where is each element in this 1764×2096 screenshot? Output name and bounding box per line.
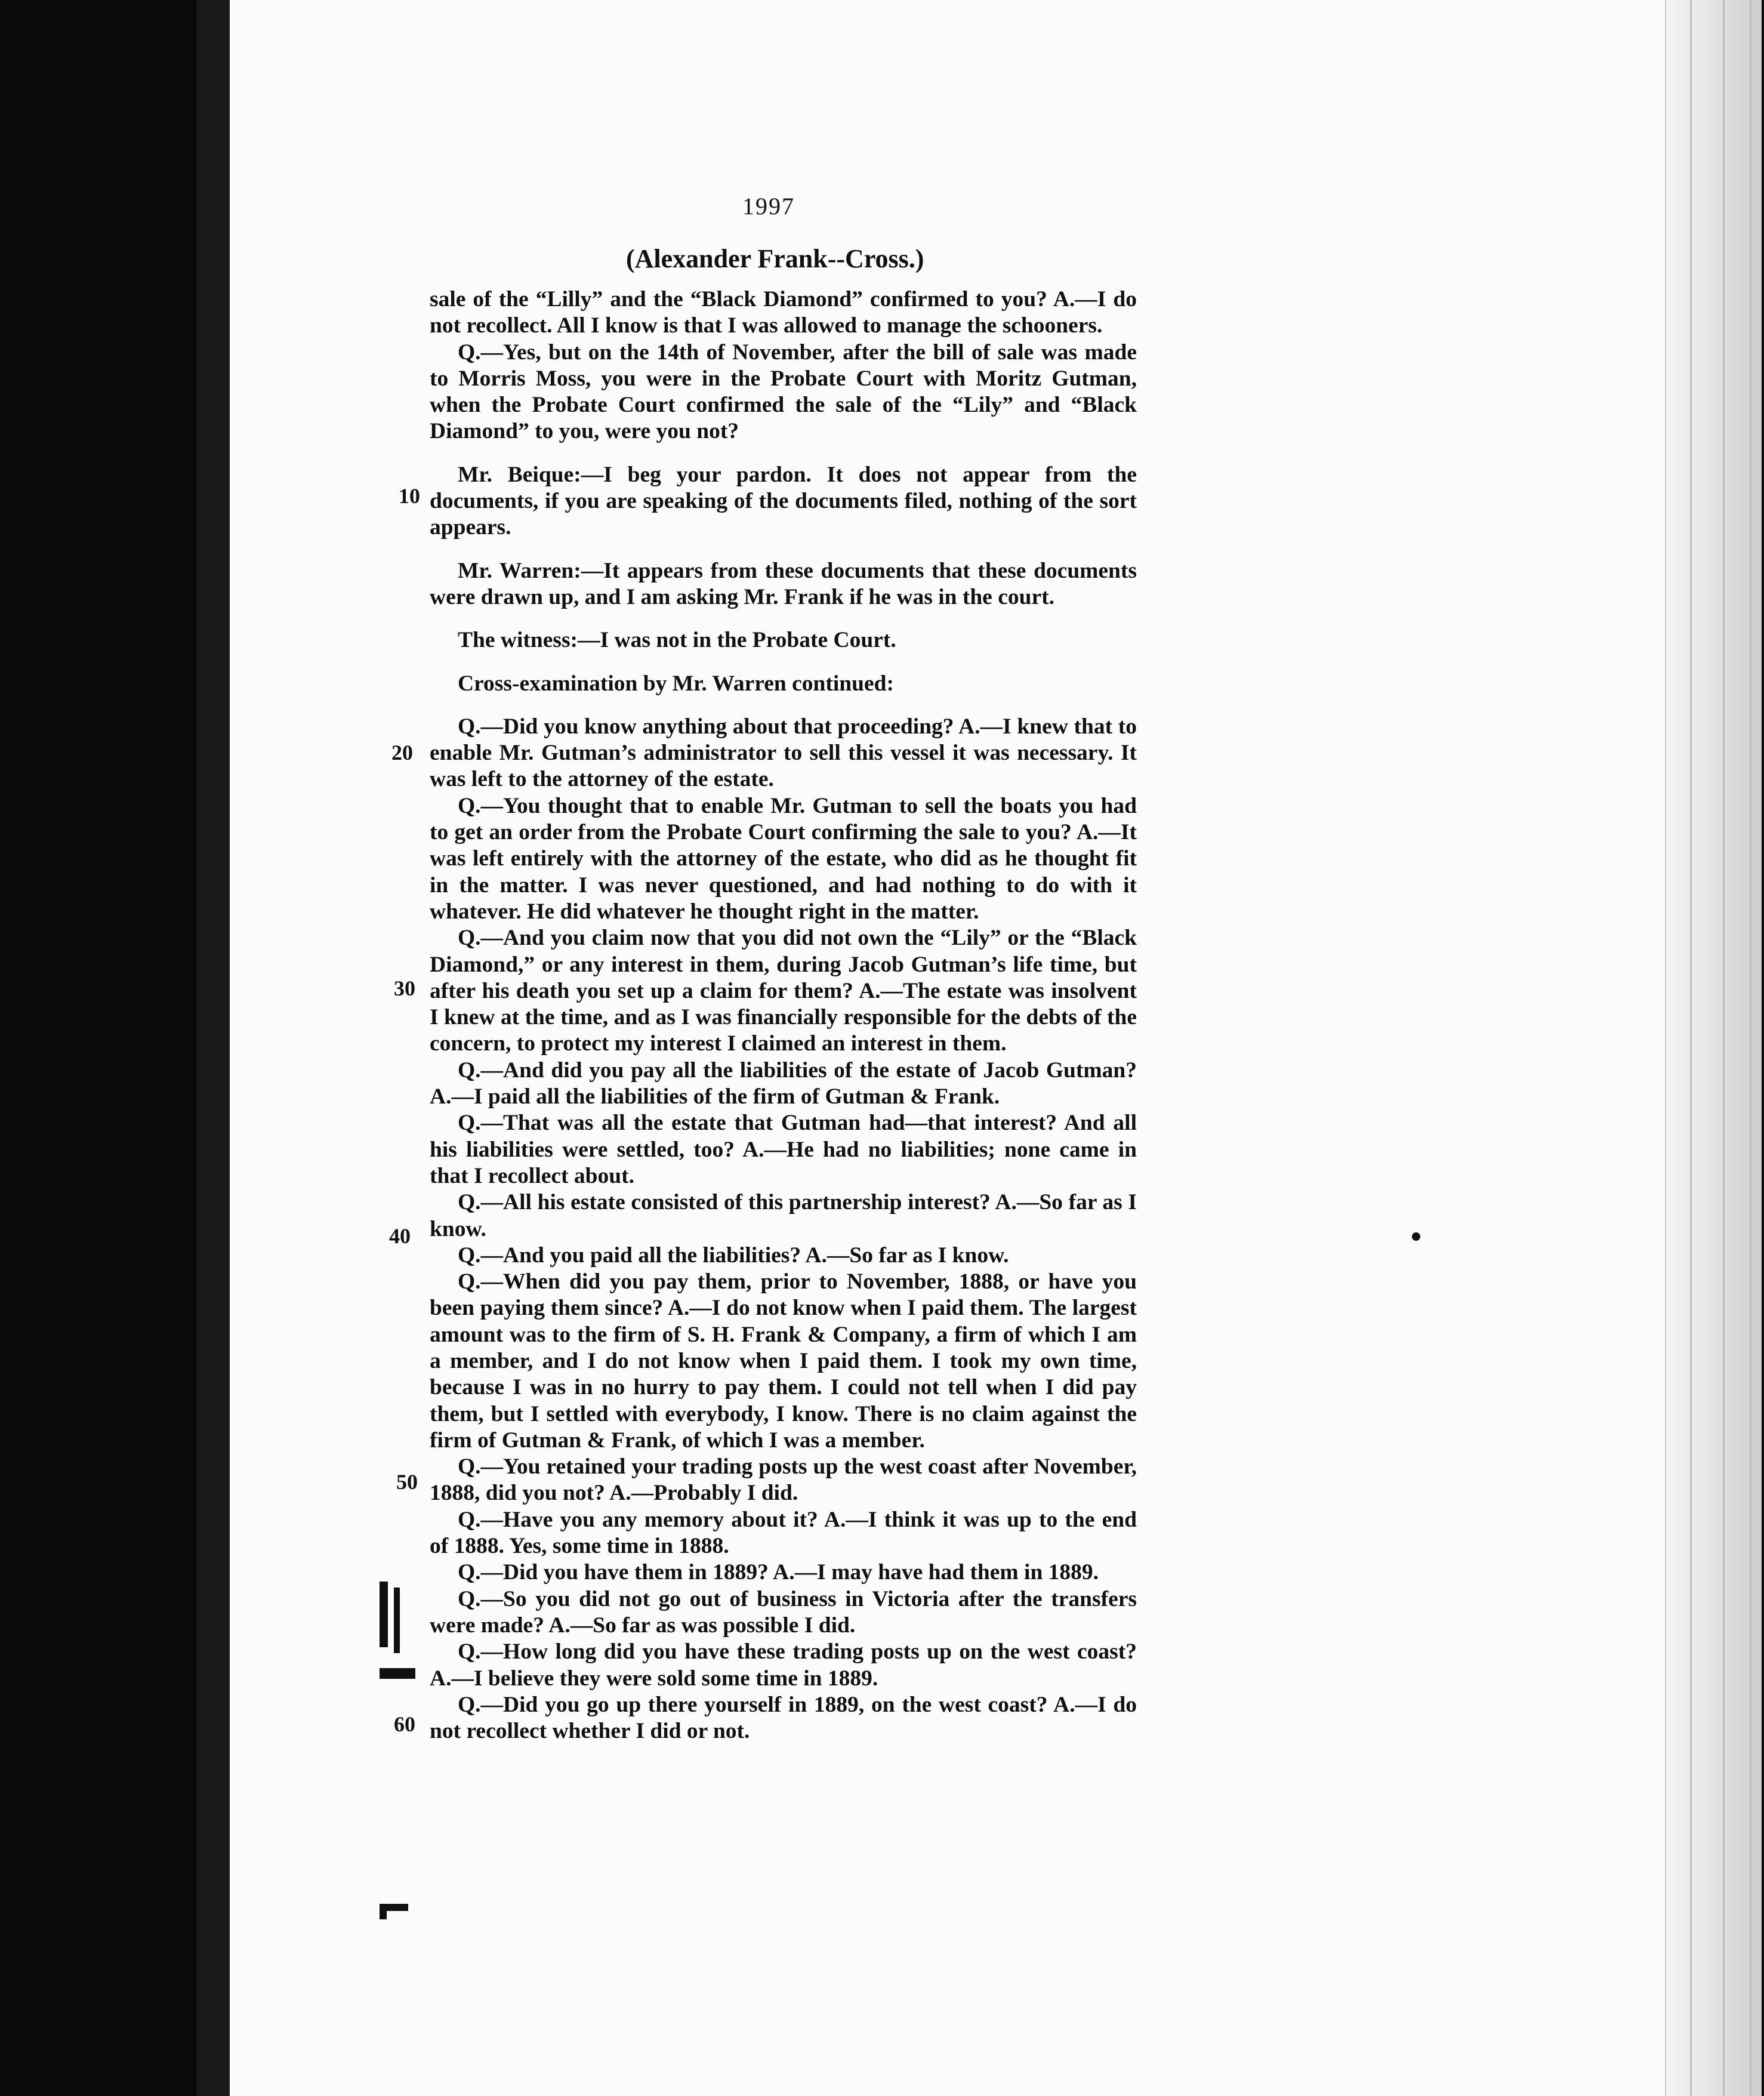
line-number-20: 20 [391,741,413,765]
paragraph: sale of the “Lilly” and the “Black Diamond” confirmed to you? A.—I do not recollect. All I know is that I was allowed to manage the schooners. [430,287,1137,338]
paragraph: Q.—Did you have them in 1889? A.—I may have had them in 1889. [458,1560,1099,1585]
margin-mark [380,1582,388,1647]
paragraph: Q.—You retained your trading posts up the west coast after November, 1888, did you not? A.—Probably I did. [430,1454,1137,1506]
paragraph: Q.—And did you pay all the liabilities of the estate of Jacob Gutman? A.—I paid all the liabilities of the firm of Gutman & Frank. [430,1058,1137,1109]
paragraph: Q.—Did you know anything about that proceeding? A.—I knew that to enable Mr. Gutman’s administrator to sell this vessel it was necessary. It was left to the attorney of the estate. [430,714,1137,792]
paragraph: Q.—All his estate consisted of this partnership interest? A.—So far as I know. [430,1190,1137,1241]
paragraph: Q.—When did you pay them, prior to November, 1888, or have you been paying them since? A.—I do not know when I paid them. The largest amount was to the firm of S. H. Frank & Company, a firm of which I am a member, and I do not know when I paid them. I took my own time, because I was in no hurry to pay them. I could not tell when I did pay them, but I settled with everybody, I know. There is no claim against the firm of Gutman & Frank, of which I was a member. [430,1269,1137,1453]
page-number: 1997 [742,193,795,220]
paragraph: Q.—And you paid all the liabilities? A.—So far as I know. [458,1243,1009,1268]
line-number-40: 40 [389,1224,411,1248]
margin-mark [380,1668,415,1679]
line-number-60: 60 [394,1712,415,1736]
paragraph: Q.—How long did you have these trading posts up on the west coast? A.—I believe they were sold some time in 1889. [430,1639,1137,1691]
paragraph: Q.—Yes, but on the 14th of November, after the bill of sale was made to Morris Moss, you were in the Probate Court with Moritz Gutman, when the Probate Court confirmed the sale of the “Lily” and “Black Diamond” to you, were you not? [430,340,1137,444]
paragraph: Cross-examination by Mr. Warren continued: [458,671,894,696]
paragraph: Q.—And you claim now that you did not own the “Lily” or the “Black Diamond,” or any interest in them, during Jacob Gutman’s life time, but after his death you set up a claim for them? A.—The estate was insolvent I knew at the time, and as I was financially responsible for the debts of the concern, to protect my interest I claimed an interest in them. [430,926,1137,1056]
paragraph: Q.—So you did not go out of business in Victoria after the transfers were made? A.—So far as was possible I did. [430,1586,1137,1638]
line-number-10: 10 [399,484,420,508]
line-number-50: 50 [396,1470,418,1494]
line-number-30: 30 [394,976,415,1000]
margin-mark [394,1588,400,1653]
paragraph: Q.—You thought that to enable Mr. Gutman to sell the boats you had to get an order from the Probate Court confirming the sale to you? A.—It was left entirely with the attorney of the estate, who did as he thought fit in the matter. I was never questioned, and had nothing to do with it whatever. He did whatever he thought right in the matter. [430,793,1137,924]
stray-dot [1412,1232,1420,1241]
paragraph: The witness:—I was not in the Probate Court. [458,628,896,653]
book-gutter [197,0,230,2096]
paragraph: Mr. Beique:—I beg your pardon. It does not appear from the documents, if you are speaking of the documents filed, nothing of the sort appears. [430,462,1137,540]
page-stack-edge [1665,0,1762,2096]
running-head: (Alexander Frank--Cross.) [626,244,924,273]
paragraph: Q.—That was all the estate that Gutman had—that interest? And all his liabilities were settled, too? A.—He had no liabilities; none came in that I recollect about. [430,1111,1137,1188]
margin-mark [380,1904,387,1919]
paragraph: Q.—Have you any memory about it? A.—I think it was up to the end of 1888. Yes, some time in 1888. [430,1507,1137,1559]
testimony-body [430,286,1137,1744]
paragraph: Q.—Did you go up there yourself in 1889, on the west coast? A.—I do not recollect whether I did or not. [430,1692,1137,1744]
paragraph: Mr. Warren:—It appears from these documents that these documents were drawn up, and I am asking Mr. Frank if he was in the court. [430,558,1137,609]
scanner-left-border [0,0,197,2096]
